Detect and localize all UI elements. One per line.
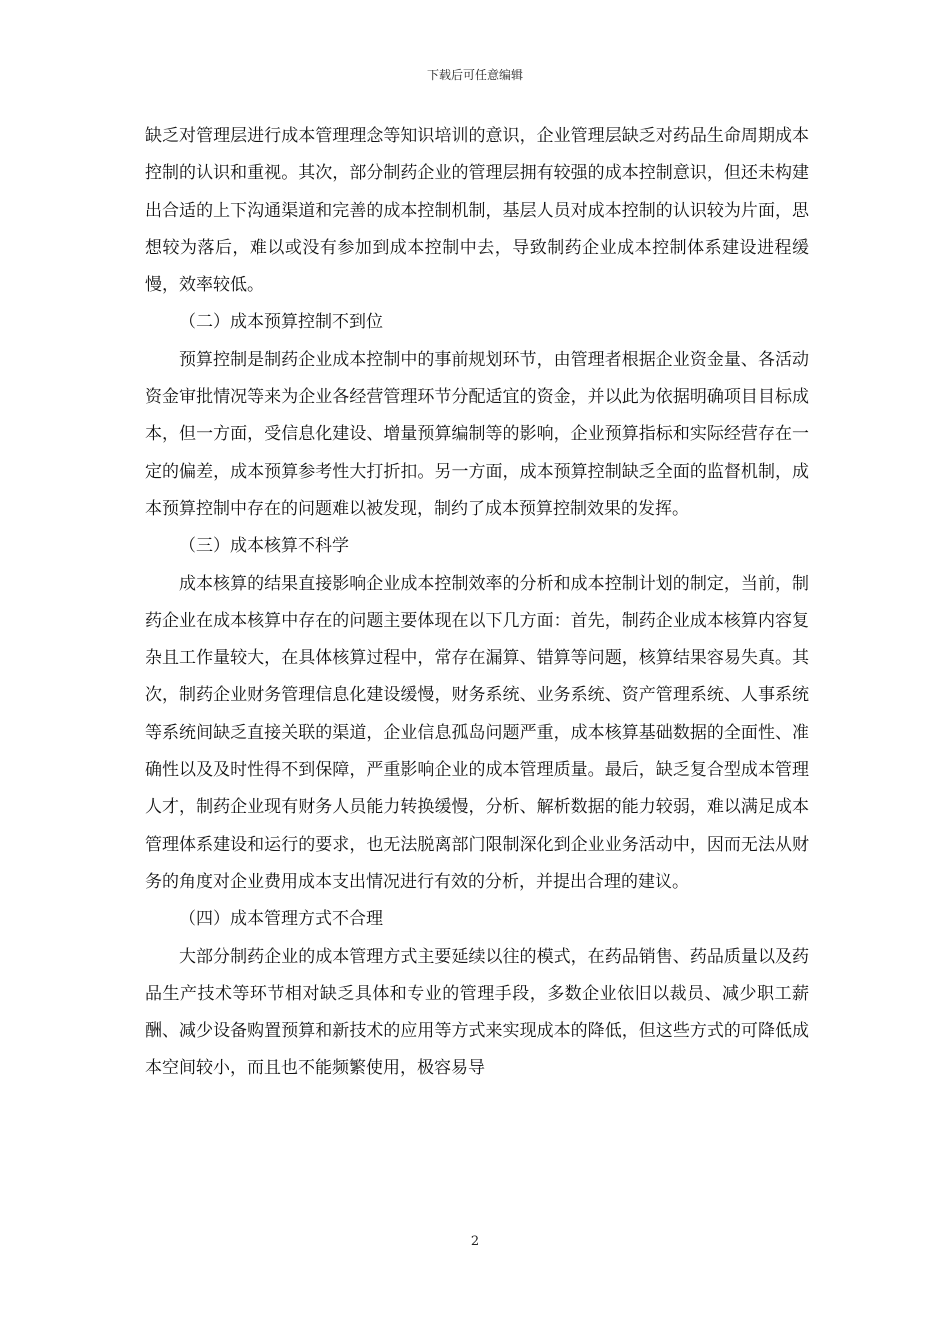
paragraph-continuation: 缺乏对管理层进行成本管理理念等知识培训的意识，企业管理层缺乏对药品生命周期成本控制的认识和重视。其次，部分制药企业的管理层拥有较强的成本控制意识，但还未构建出合适的上下沟通渠道和完善的成本控制机制，基层人员对成本控制的认识较为片面，思想较为落后，难以或没有参加到成本控制中去，导致制药企业成本控制体系建设进程缓慢，效率较低。 — [145, 126, 809, 296]
section-heading-2: （二）成本预算控制不到位 — [179, 312, 383, 333]
document-body — [145, 118, 809, 1088]
section-heading-3: （三）成本核算不科学 — [179, 536, 349, 557]
paragraph-cost-accounting: 成本核算的结果直接影响企业成本控制效率的分析和成本控制计划的制定，当前，制药企业在成本核算中存在的问题主要体现在以下几方面：首先，制药企业成本核算内容复杂且工作量较大，在具体核算过程中，常存在漏算、错算等问题，核算结果容易失真。其次，制药企业财务管理信息化建设缓慢，财务系统、业务系统、资产管理系统、人事系统等系统间缺乏直接关联的渠道，企业信息孤岛问题严重，成本核算基础数据的全面性、准确性以及及时性得不到保障，严重影响企业的成本管理质量。最后，缺乏复合型成本管理人才，制药企业现有财务人员能力转换缓慢，分析、解析数据的能力较弱，难以满足成本管理体系建设和运行的要求，也无法脱离部门限制深化到企业业务活动中，因而无法从财务的角度对企业费用成本支出情况进行有效的分析，并提出合理的建议。 — [145, 573, 809, 892]
page-header: 下载后可任意编辑 — [426, 68, 523, 82]
section-heading-4: （四）成本管理方式不合理 — [179, 909, 383, 930]
page-number: 2 — [470, 1234, 480, 1249]
paragraph-management-method: 大部分制药企业的成本管理方式主要延续以往的模式，在药品销售、药品质量以及药品生产技术等环节相对缺乏具体和专业的管理手段，多数企业依旧以裁员、减少职工薪酬、减少设备购置预算和新技术的应用等方式来实现成本的降低，但这些方式的可降低成本空间较小，而且也不能频繁使用，极容易导 — [145, 946, 809, 1079]
paragraph-budget-control: 预算控制是制药企业成本控制中的事前规划环节，由管理者根据企业资金量、各活动资金审批情况等来为企业各经营管理环节分配适宜的资金，并以此为依据明确项目目标成本，但一方面，受信息化建设、增量预算编制等的影响，企业预算指标和实际经营存在一定的偏差，成本预算参考性大打折扣。另一方面，成本预算控制缺乏全面的监督机制，成本预算控制中存在的问题难以被发现，制约了成本预算控制效果的发挥。 — [145, 349, 809, 519]
